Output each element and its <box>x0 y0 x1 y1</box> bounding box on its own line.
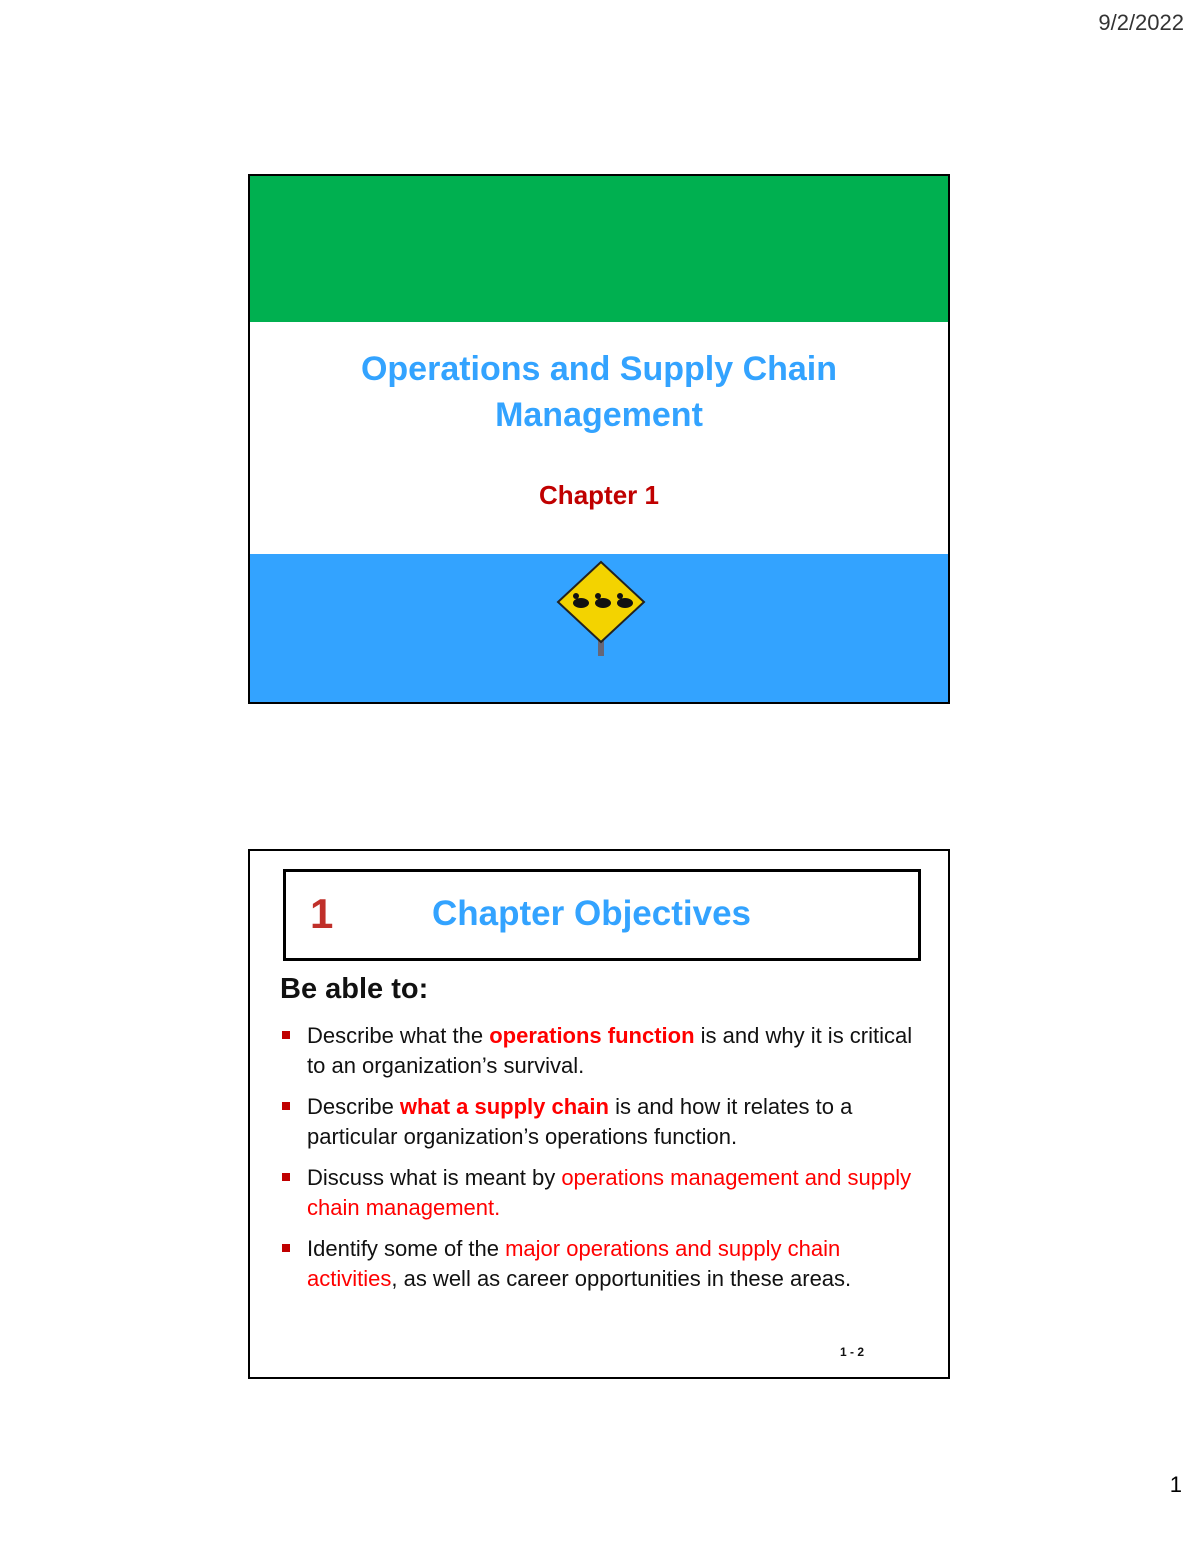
text: Identify some of the <box>307 1236 506 1261</box>
text: Describe <box>307 1094 400 1119</box>
list-item <box>280 1092 930 1152</box>
objectives-slide <box>248 849 950 1379</box>
text: , as well as career opportunities in these areas. <box>391 1266 852 1291</box>
bullet-icon <box>282 1244 290 1252</box>
bullet-icon <box>282 1031 290 1039</box>
objectives-list <box>280 1021 930 1305</box>
title-line-1: Operations and Supply Chain <box>360 350 838 388</box>
text: is and how it relates to a particular organization’s operations function. <box>307 1094 853 1149</box>
bullet-icon <box>282 1102 290 1110</box>
intro-text: Be able to: <box>280 973 429 1005</box>
title-line-2: Management <box>495 396 703 434</box>
page-number: 1 <box>1169 1472 1182 1497</box>
chapter-number: 1 <box>310 890 334 937</box>
highlight: operations management and supply chain management. <box>307 1165 912 1220</box>
chapter-label: Chapter 1 <box>539 480 659 510</box>
list-item <box>280 1163 930 1223</box>
objectives-title: Chapter Objectives <box>432 894 751 933</box>
text: Describe what the <box>307 1023 490 1048</box>
print-date: 9/2/2022 <box>1098 10 1184 35</box>
title-slide <box>248 174 950 704</box>
duck-crossing-sign-icon <box>556 560 648 660</box>
green-band <box>250 176 948 322</box>
list-item <box>280 1234 930 1294</box>
highlight: major operations and supply chain activities <box>307 1236 841 1291</box>
text: Discuss what is meant by <box>307 1165 562 1190</box>
slide-title <box>250 346 948 438</box>
bullet-icon <box>282 1173 290 1181</box>
objectives-header <box>283 869 921 961</box>
highlight: what a supply chain <box>399 1094 609 1119</box>
slide-number: 1 - 2 <box>839 1345 864 1359</box>
highlight: operations function <box>489 1023 695 1048</box>
text: is and why it is critical to an organization’s survival. <box>307 1023 913 1078</box>
list-item <box>280 1021 930 1081</box>
